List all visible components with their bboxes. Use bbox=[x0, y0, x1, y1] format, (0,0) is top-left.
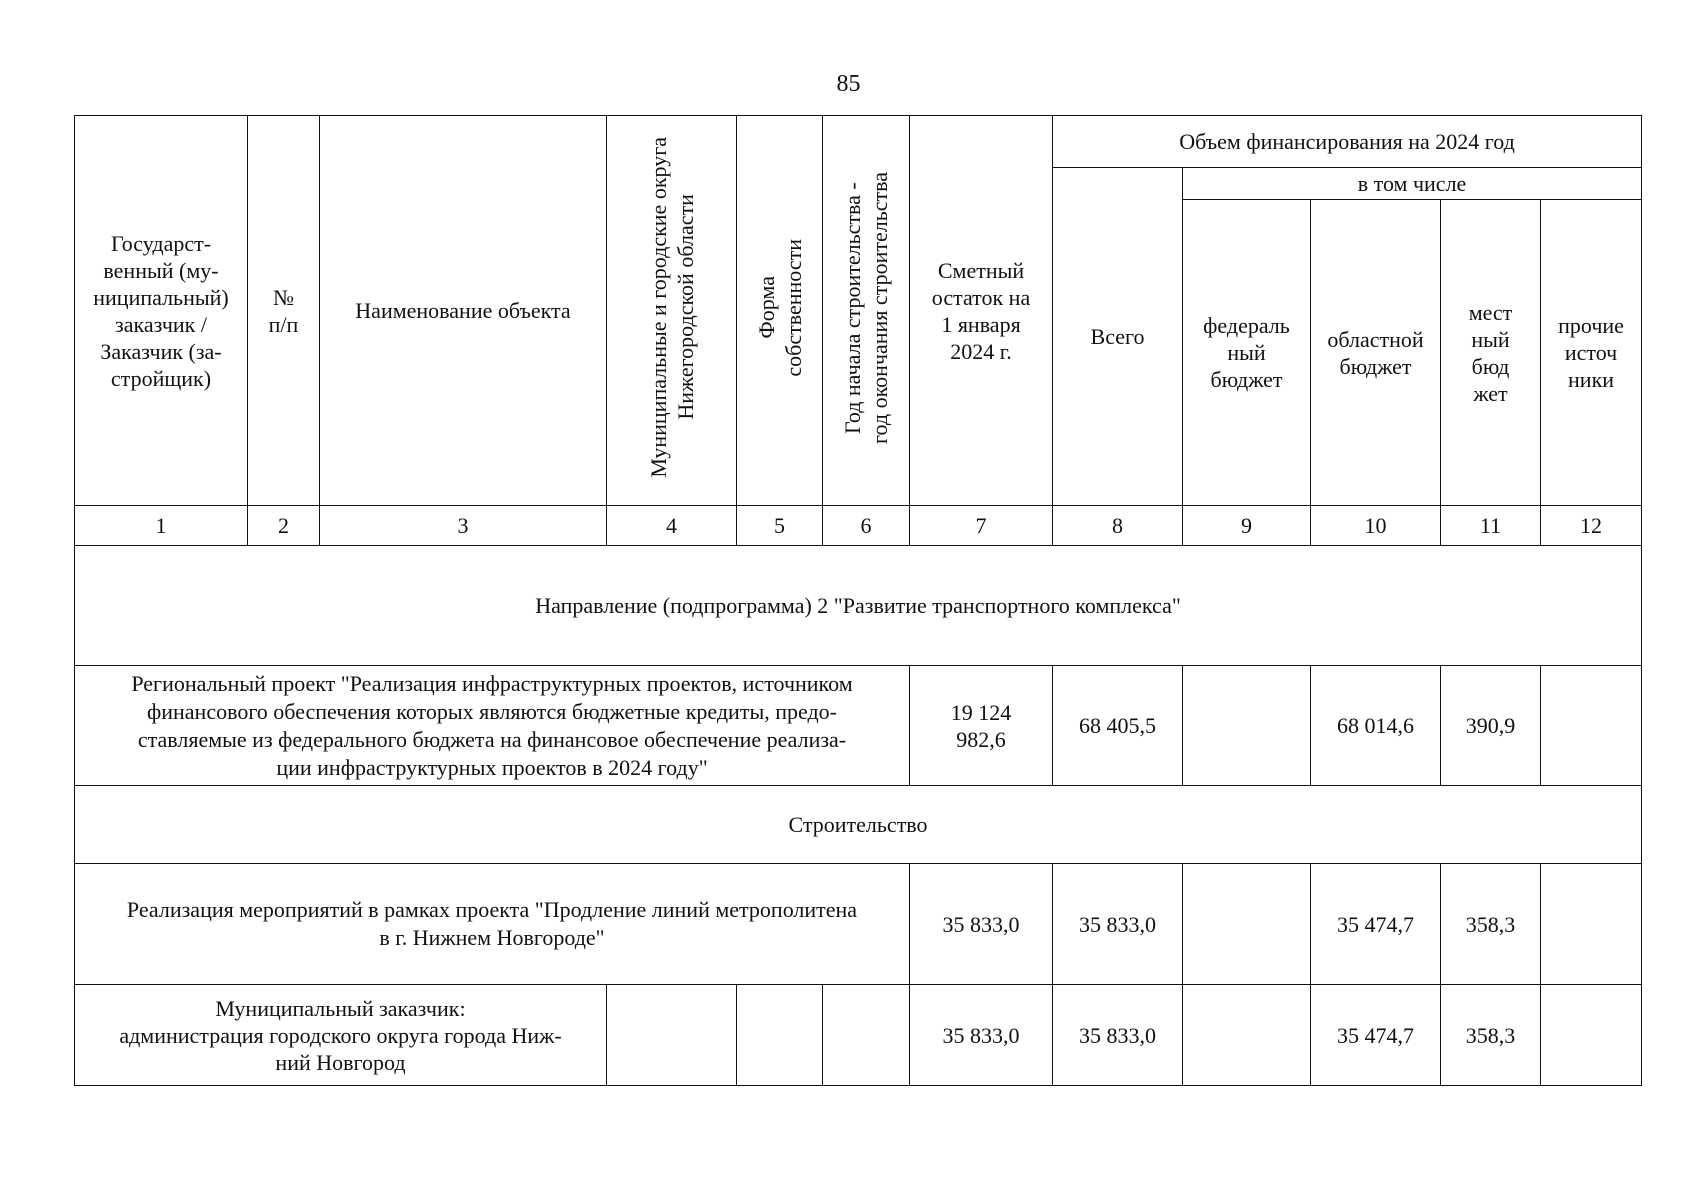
customer-other bbox=[1541, 985, 1642, 1086]
column-number: 4 bbox=[607, 506, 737, 546]
regional-project-row bbox=[75, 666, 1642, 786]
header-other: прочие источ ники bbox=[1541, 200, 1642, 506]
column-number: 5 bbox=[737, 506, 823, 546]
column-number: 6 bbox=[823, 506, 910, 546]
header-including: в том числе bbox=[1183, 168, 1642, 200]
page-number: 85 bbox=[836, 71, 861, 97]
customer-row bbox=[75, 985, 1642, 1086]
regional-project-total: 68 405,5 bbox=[1053, 666, 1183, 786]
header-local: мест ный бюд жет bbox=[1441, 200, 1541, 506]
header-regional: областной бюджет bbox=[1311, 200, 1441, 506]
regional-project-federal bbox=[1183, 666, 1311, 786]
header-object-name: Наименование объекта bbox=[320, 116, 607, 506]
subsection-title: Строительство bbox=[75, 786, 1642, 864]
customer-years bbox=[823, 985, 910, 1086]
customer-balance: 35 833,0 bbox=[910, 985, 1053, 1086]
column-number: 1 bbox=[75, 506, 248, 546]
activity-balance: 35 833,0 bbox=[910, 864, 1053, 985]
activity-name: Реализация мероприятий в рамках проекта "Продление линий метрополитена в г. Нижнем Новгороде" bbox=[75, 864, 910, 985]
customer-local: 358,3 bbox=[1441, 985, 1541, 1086]
header-number: № п/п bbox=[248, 116, 320, 506]
header-financing: Объем финансирования на 2024 год bbox=[1053, 116, 1642, 168]
customer-ownership bbox=[737, 985, 823, 1086]
column-number: 12 bbox=[1541, 506, 1642, 546]
header-customer: Государст- венный (му- ниципальный) заказчик / Заказчик (за- стройщик) bbox=[75, 116, 248, 506]
header-total: Всего bbox=[1053, 168, 1183, 506]
activity-total: 35 833,0 bbox=[1053, 864, 1183, 985]
column-number: 7 bbox=[910, 506, 1053, 546]
column-number: 2 bbox=[248, 506, 320, 546]
header-years: Год начала строительства - год окончания строительства bbox=[823, 116, 910, 506]
financing-table bbox=[74, 115, 1642, 1086]
regional-project-other bbox=[1541, 666, 1642, 786]
customer-federal bbox=[1183, 985, 1311, 1086]
header-federal: федераль ный бюджет bbox=[1183, 200, 1311, 506]
activity-regional: 35 474,7 bbox=[1311, 864, 1441, 985]
regional-project-balance: 19 124 982,6 bbox=[910, 666, 1053, 786]
column-number: 11 bbox=[1441, 506, 1541, 546]
customer-total: 35 833,0 bbox=[1053, 985, 1183, 1086]
regional-project-name: Региональный проект "Реализация инфраструктурных проектов, источником финансового обеспечения которых являются бюджетные кредиты, предо- ставляемые из федерального бюджета на финансовое обеспечение реализа- ции инфраструктурных проектов в 2024 году" bbox=[75, 666, 910, 786]
column-number: 8 bbox=[1053, 506, 1183, 546]
header-municipalities: Муниципальные и городские округа Нижегородской области bbox=[607, 116, 737, 506]
column-number-row bbox=[75, 506, 1642, 546]
section-title: Направление (подпрограмма) 2 "Развитие транспортного комплекса" bbox=[75, 546, 1642, 666]
header-balance: Сметный остаток на 1 января 2024 г. bbox=[910, 116, 1053, 506]
activity-other bbox=[1541, 864, 1642, 985]
header-ownership: Форма собственности bbox=[737, 116, 823, 506]
activity-federal bbox=[1183, 864, 1311, 985]
column-number: 9 bbox=[1183, 506, 1311, 546]
column-number: 10 bbox=[1311, 506, 1441, 546]
regional-project-regional: 68 014,6 bbox=[1311, 666, 1441, 786]
activity-row bbox=[75, 864, 1642, 985]
regional-project-local: 390,9 bbox=[1441, 666, 1541, 786]
activity-local: 358,3 bbox=[1441, 864, 1541, 985]
customer-municipality bbox=[607, 985, 737, 1086]
customer-regional: 35 474,7 bbox=[1311, 985, 1441, 1086]
column-number: 3 bbox=[320, 506, 607, 546]
customer-name: Муниципальный заказчик: администрация городского округа города Ниж- ний Новгород bbox=[75, 985, 607, 1086]
